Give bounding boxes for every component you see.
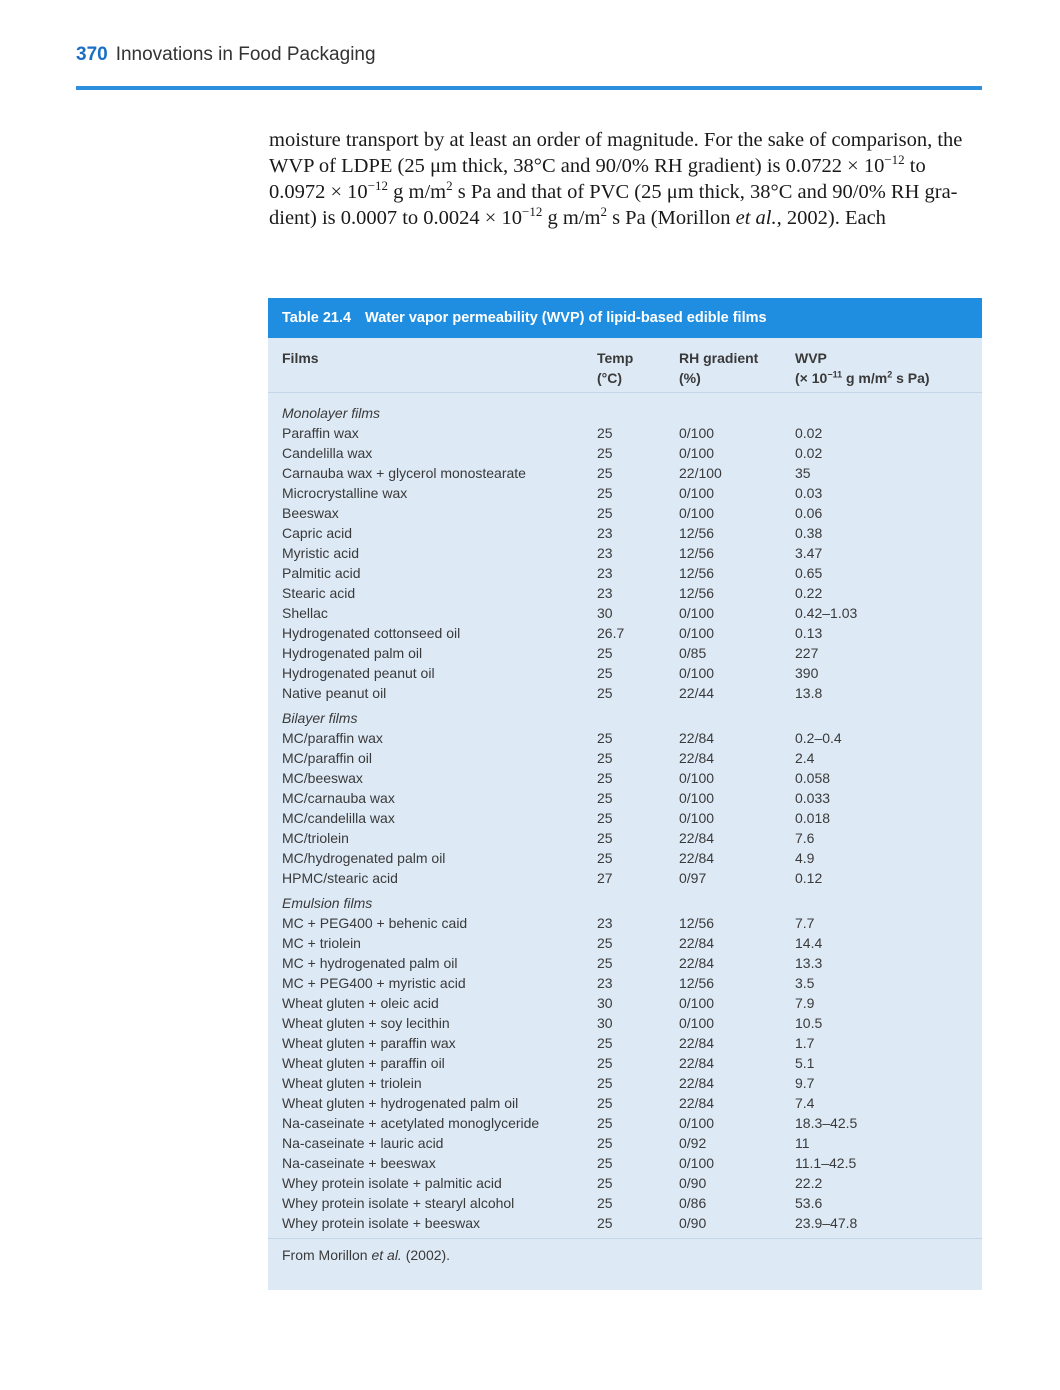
cell-rh: 0/100 [679,665,715,681]
cell-temp: 25 [597,665,613,681]
cell-wvp: 0.12 [795,870,823,886]
table-row [268,663,982,683]
table-row [268,1053,982,1073]
cell-temp: 23 [597,565,613,581]
cell-wvp: 18.3–42.5 [795,1115,858,1131]
cell-wvp: 0.42–1.03 [795,605,858,621]
body-paragraph [269,127,980,231]
cell-temp: 23 [597,545,613,561]
cell-wvp: 227 [795,645,819,661]
cell-film: Carnauba wax + glycerol monostearate [282,465,526,481]
cell-film: Na-caseinate + beeswax [282,1155,436,1171]
cell-film: MC/paraffin wax [282,730,383,746]
cell-wvp: 0.03 [795,485,823,501]
cell-wvp: 0.033 [795,790,831,806]
table-row [268,503,982,523]
table-row [268,523,982,543]
cell-rh: 22/84 [679,1095,715,1111]
cell-temp: 25 [597,790,613,806]
cell-film: Na-caseinate + acetylated monoglyceride [282,1115,540,1131]
table-row [268,1133,982,1153]
cell-rh: 22/84 [679,955,715,971]
section-title: Monolayer films [282,405,381,421]
cell-temp: 25 [597,425,613,441]
cell-wvp: 3.5 [795,975,815,991]
table-row [268,1193,982,1213]
table-row [268,728,982,748]
cell-film: MC + PEG400 + myristic acid [282,975,466,991]
table-row [268,788,982,808]
table-row [268,828,982,848]
cell-rh: 12/56 [679,585,715,601]
table-header [268,338,982,393]
cell-film: MC/hydrogenated palm oil [282,850,446,866]
cell-wvp: 4.9 [795,850,815,866]
table-row [268,1033,982,1053]
cell-temp: 25 [597,445,613,461]
cell-rh: 0/100 [679,1155,715,1171]
cell-temp: 25 [597,685,613,701]
cell-rh: 0/100 [679,1115,715,1131]
cell-temp: 23 [597,915,613,931]
cell-temp: 27 [597,870,613,886]
body-line: dient) is 0.0007 to $0.0024 \times 10^{-12}$ g $m/m^2$ s Pa (Morillon et al., 2002). Each [269,204,886,229]
cell-rh: 22/44 [679,685,715,701]
cell-temp: 25 [597,935,613,951]
cell-wvp: 7.6 [795,830,815,846]
cell-rh: 12/56 [679,915,715,931]
cell-temp: 25 [597,1175,613,1191]
cell-rh: 0/100 [679,605,715,621]
cell-wvp: 23.9–47.8 [795,1215,858,1231]
running-title: Innovations in Food Packaging [115,44,376,65]
cell-temp: 25 [597,750,613,766]
cell-wvp: 2.4 [795,750,815,766]
table-row [268,543,982,563]
cell-rh: 22/84 [679,1035,715,1051]
header-temp: Temp (°C) [597,350,634,386]
table-source-note: From Morillon et al. (2002). [282,1247,451,1263]
cell-wvp: 7.4 [795,1095,815,1111]
table-row [268,933,982,953]
table-row [268,683,982,703]
cell-film: Native peanut oil [282,685,387,701]
table-body [268,393,982,1233]
cell-temp: 25 [597,850,613,866]
cell-rh: 12/56 [679,525,715,541]
cell-wvp: 5.1 [795,1055,815,1071]
cell-film: MC/triolein [282,830,349,846]
table-row [268,1113,982,1133]
cell-film: Hydrogenated peanut oil [282,665,435,681]
cell-wvp: 0.06 [795,505,823,521]
cell-film: Microcrystalline wax [282,485,408,501]
table-row [268,1173,982,1193]
cell-rh: 22/84 [679,1055,715,1071]
cell-rh: 22/84 [679,1075,715,1091]
cell-rh: 12/56 [679,565,715,581]
cell-rh: 0/100 [679,625,715,641]
cell-rh: 0/100 [679,505,715,521]
cell-rh: 0/90 [679,1215,707,1231]
cell-temp: 23 [597,525,613,541]
section-title: Bilayer films [282,710,358,726]
cell-wvp: 0.65 [795,565,823,581]
cell-film: Whey protein isolate + palmitic acid [282,1175,502,1191]
cell-film: Wheat gluten + paraffin oil [282,1055,445,1071]
table-row [268,583,982,603]
table-row [268,953,982,973]
cell-film: Wheat gluten + soy lecithin [282,1015,450,1031]
running-header [76,44,376,66]
cell-film: Whey protein isolate + stearyl alcohol [282,1195,515,1211]
cell-temp: 25 [597,1075,613,1091]
table-row [268,1213,982,1233]
cell-film: Hydrogenated palm oil [282,645,423,661]
cell-film: Wheat gluten + hydrogenated palm oil [282,1095,519,1111]
cell-film: MC/carnauba wax [282,790,395,806]
cell-wvp: 3.47 [795,545,823,561]
cell-rh: 0/92 [679,1135,707,1151]
cell-film: MC + hydrogenated palm oil [282,955,458,971]
cell-temp: 25 [597,1095,613,1111]
header-rule [76,86,982,90]
cell-wvp: 0.2–0.4 [795,730,842,746]
cell-film: Wheat gluten + oleic acid [282,995,439,1011]
cell-rh: 0/100 [679,810,715,826]
header-wvp-units: (× $10^{-11}$ g $m/m^2$ s Pa) [795,369,930,386]
header-wvp: WVP (× $10^{-11}$ g $m/m^2$ s Pa) [795,350,930,386]
cell-film: Na-caseinate + lauric acid [282,1135,444,1151]
cell-temp: 25 [597,1215,613,1231]
cell-wvp: 390 [795,665,819,681]
cell-rh: 0/100 [679,425,715,441]
cell-wvp: 22.2 [795,1175,823,1191]
table-row [268,623,982,643]
cell-wvp: 7.9 [795,995,815,1011]
cell-rh: 22/84 [679,935,715,951]
table-row [268,1093,982,1113]
cell-film: Myristic acid [282,545,360,561]
page-number: 370 [76,44,108,65]
cell-film: MC/candelilla wax [282,810,395,826]
cell-wvp: 10.5 [795,1015,823,1031]
section-title: Emulsion films [282,895,373,911]
table-row [268,913,982,933]
cell-wvp: 1.7 [795,1035,815,1051]
table-row [268,643,982,663]
cell-wvp: 11 [795,1135,810,1151]
table-section [268,893,982,1233]
table-title: Water vapor permeability (WVP) of lipid-based edible films [365,310,767,326]
header-films: Films [282,350,319,366]
cell-temp: 25 [597,955,613,971]
cell-rh: 22/100 [679,465,722,481]
table-row [268,483,982,503]
cell-film: Hydrogenated cottonseed oil [282,625,461,641]
cell-wvp: 7.7 [795,915,815,931]
cell-wvp: 14.4 [795,935,823,951]
cell-rh: 12/56 [679,545,715,561]
table-row [268,563,982,583]
cell-temp: 25 [597,1155,613,1171]
cell-film: Whey protein isolate + beeswax [282,1215,481,1231]
table-row [268,748,982,768]
table-row [268,848,982,868]
cell-rh: 22/84 [679,730,715,746]
cell-film: MC/paraffin oil [282,750,373,766]
table-row [268,443,982,463]
cell-temp: 26.7 [597,625,625,641]
cell-wvp: 0.058 [795,770,831,786]
cell-rh: 0/100 [679,485,715,501]
cell-film: MC + triolein [282,935,361,951]
cell-film: Capric acid [282,525,353,541]
cell-temp: 30 [597,605,613,621]
cell-temp: 23 [597,975,613,991]
table-row [268,1073,982,1093]
cell-film: Palmitic acid [282,565,361,581]
cell-rh: 22/84 [679,750,715,766]
cell-temp: 25 [597,770,613,786]
cell-wvp: 0.38 [795,525,823,541]
cell-temp: 30 [597,995,613,1011]
cell-temp: 25 [597,810,613,826]
cell-wvp: 13.8 [795,685,823,701]
cell-rh: 0/85 [679,645,707,661]
cell-wvp: 53.6 [795,1195,823,1211]
header-rh-gradient: RH gradient (%) [679,350,759,386]
cell-film: Beeswax [282,505,339,521]
cell-film: Paraffin wax [282,425,359,441]
table-row [268,973,982,993]
cell-rh: 22/84 [679,830,715,846]
cell-film: Stearic acid [282,585,356,601]
cell-rh: 0/97 [679,870,707,886]
table-caption [268,298,982,338]
cell-temp: 25 [597,1035,613,1051]
table-row [268,1013,982,1033]
cell-temp: 25 [597,645,613,661]
table-row [268,868,982,888]
cell-film: MC/beeswax [282,770,363,786]
cell-wvp: 11.1–42.5 [795,1155,857,1171]
cell-temp: 25 [597,830,613,846]
cell-wvp: 13.3 [795,955,823,971]
cell-rh: 0/100 [679,770,715,786]
cell-wvp: 0.018 [795,810,831,826]
table-row [268,993,982,1013]
cell-rh: 0/90 [679,1175,707,1191]
cell-temp: 25 [597,505,613,521]
cell-temp: 25 [597,1055,613,1071]
cell-film: Shellac [282,605,328,621]
table-row [268,768,982,788]
table-row [268,808,982,828]
body-line: $0.0972 \times 10^{-12}$ g $m/m^2$ s Pa and that of PVC (25 μm thick, 38°C and 90/0% RH gra- [269,178,958,203]
data-table [268,298,982,1290]
cell-wvp: 0.02 [795,425,823,441]
cell-film: HPMC/stearic acid [282,870,398,886]
cell-wvp: 0.02 [795,445,823,461]
cell-temp: 25 [597,1195,613,1211]
cell-wvp: 35 [795,465,811,481]
cell-temp: 25 [597,1115,613,1131]
cell-temp: 25 [597,1135,613,1151]
cell-film: Wheat gluten + triolein [282,1075,422,1091]
table-section [268,403,982,703]
cell-wvp: 0.13 [795,625,823,641]
cell-rh: 0/100 [679,995,715,1011]
cell-temp: 25 [597,465,613,481]
cell-wvp: 9.7 [795,1075,815,1091]
cell-temp: 25 [597,485,613,501]
cell-wvp: 0.22 [795,585,823,601]
cell-temp: 30 [597,1015,613,1031]
table-row [268,463,982,483]
cell-film: Candelilla wax [282,445,373,461]
cell-rh: 0/100 [679,790,715,806]
cell-temp: 25 [597,730,613,746]
table-row [268,1153,982,1173]
table-section [268,708,982,888]
cell-rh: 0/100 [679,445,715,461]
cell-film: MC + PEG400 + behenic caid [282,915,468,931]
cell-film: Wheat gluten + paraffin wax [282,1035,456,1051]
table-number: Table 21.4 [282,310,352,326]
cell-temp: 23 [597,585,613,601]
body-line: moisture transport by at least an order of magnitude. For the sake of comparison, the [269,129,963,151]
table-row [268,423,982,443]
cell-rh: 0/100 [679,1015,715,1031]
cell-rh: 12/56 [679,975,715,991]
cell-rh: 22/84 [679,850,715,866]
cell-rh: 0/86 [679,1195,707,1211]
table-row [268,603,982,623]
body-line: WVP of LDPE (25 μm thick, 38°C and 90/0% RH gradient) is $0.0722 \times 10^{-12}$ to [269,152,926,177]
